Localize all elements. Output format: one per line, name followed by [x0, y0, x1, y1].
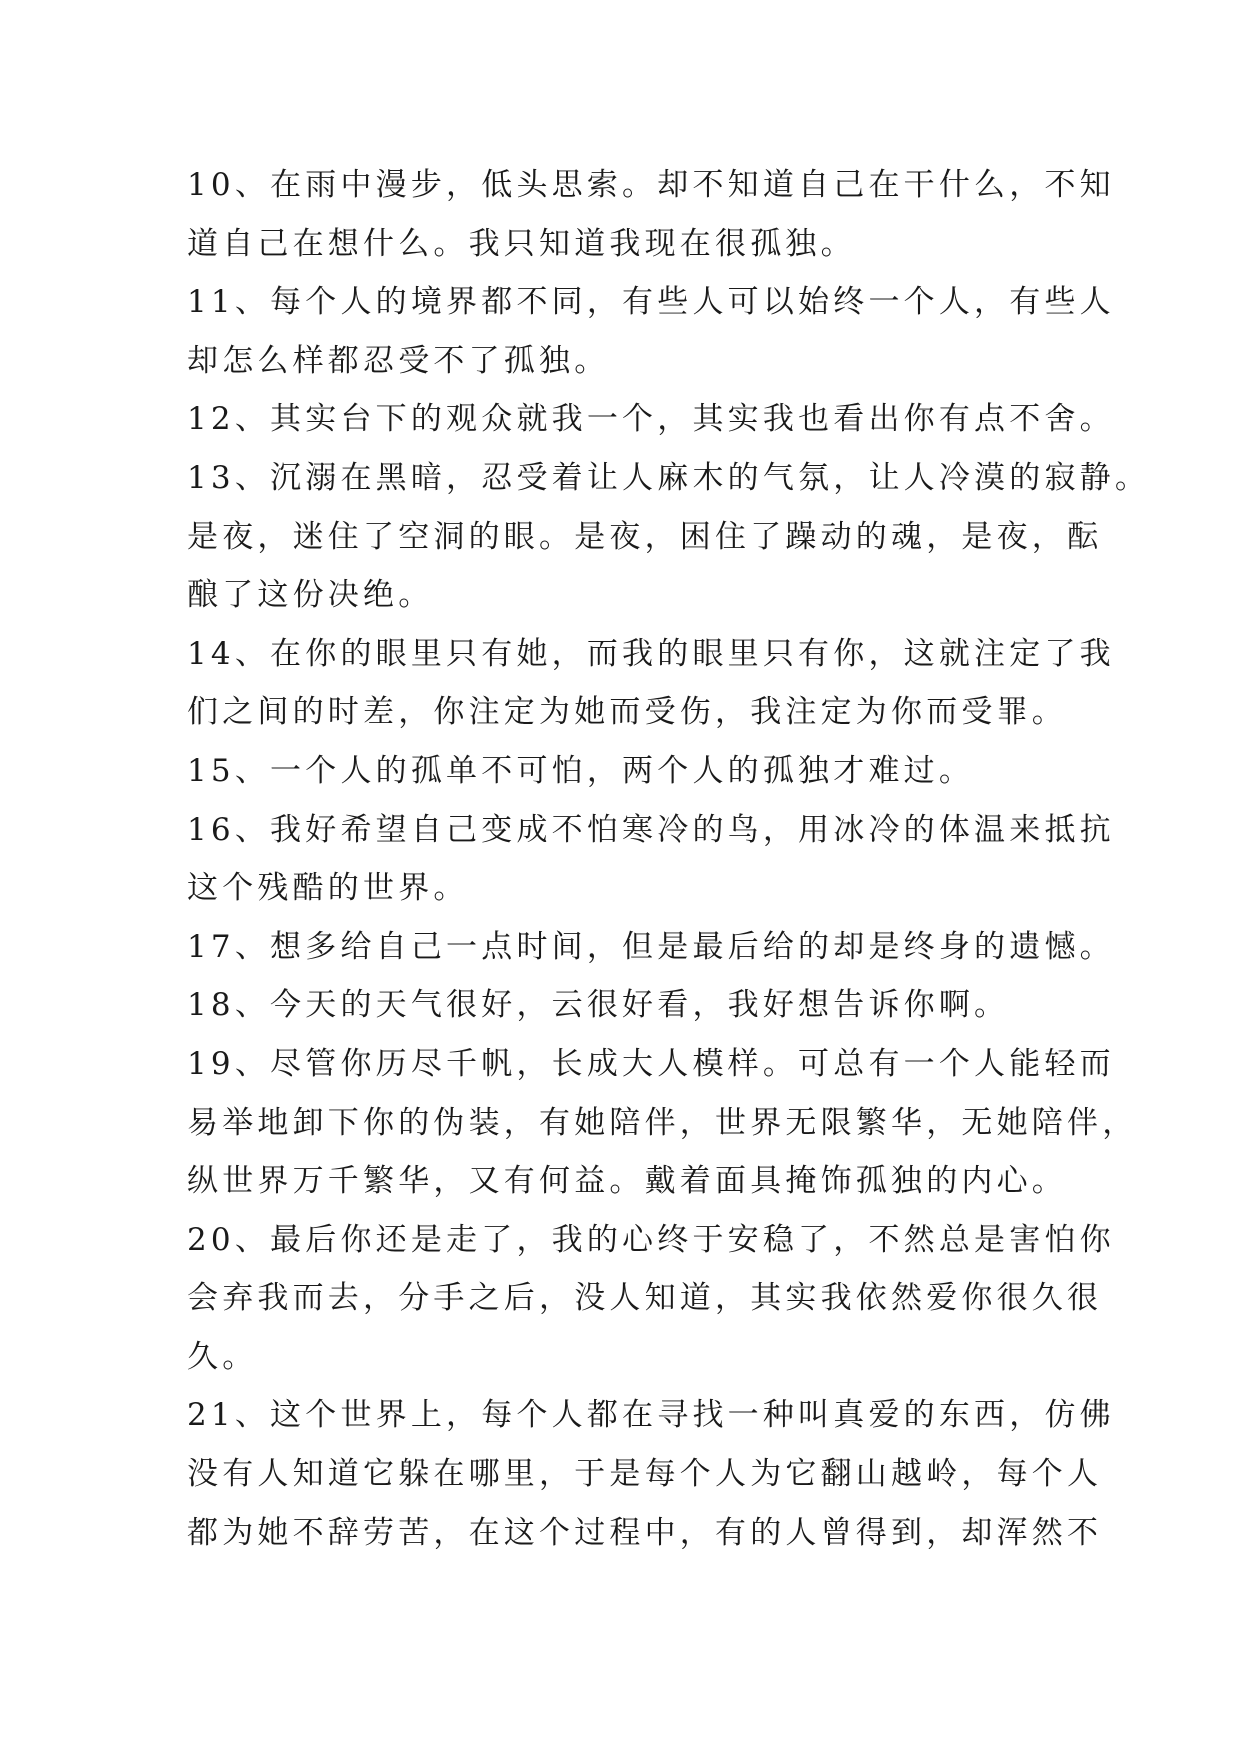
text-line: 10、在雨中漫步，低头思索。却不知道自己在干什么，不知 — [187, 167, 1115, 203]
text-line: 19、尽管你历尽千帆，长成大人模样。可总有一个人能轻而 — [187, 1045, 1115, 1082]
text-line: 18、今天的天气很好，云很好看，我好想告诉你啊。 — [187, 987, 1010, 1024]
text-line: 15、一个人的孤单不可怕，两个人的孤独才难过。 — [187, 752, 975, 789]
text-line: 13、沉溺在黑暗，忍受着让人麻木的气氛，让人冷漠的寂静。 — [187, 459, 1151, 496]
text-line: 却怎么样都忍受不了孤独。 — [187, 342, 610, 379]
text-line: 11、每个人的境界都不同，有些人可以始终一个人，有些人 — [187, 284, 1115, 321]
text-line: 12、其实台下的观众就我一个，其实我也看出你有点不舍。 — [187, 401, 1115, 438]
text-line: 21、这个世界上，每个人都在寻找一种叫真爱的东西，仿佛 — [187, 1397, 1115, 1434]
text-line: 16、我好希望自己变成不怕寒冷的鸟，用冰冷的体温来抵抗 — [187, 811, 1115, 848]
text-line: 们之间的时差，你注定为她而受伤，我注定为你而受罪。 — [187, 694, 1067, 731]
text-line: 会弃我而去，分手之后，没人知道，其实我依然爱你很久很 — [187, 1280, 1103, 1317]
text-line: 久。 — [187, 1338, 258, 1375]
text-line: 道自己在想什么。我只知道我现在很孤独。 — [187, 225, 856, 262]
text-line: 14、在你的眼里只有她，而我的眼里只有你，这就注定了我 — [187, 635, 1115, 672]
text-line: 这个残酷的世界。 — [187, 870, 469, 907]
text-line: 酿了这份决绝。 — [187, 577, 434, 614]
text-line: 20、最后你还是走了，我的心终于安稳了，不然总是害怕你 — [187, 1221, 1115, 1258]
text-line: 都为她不辞劳苦，在这个过程中，有的人曾得到，却浑然不 — [187, 1514, 1103, 1551]
text-line: 易举地卸下你的伪装，有她陪伴，世界无限繁华，无她陪伴， — [187, 1104, 1138, 1141]
text-line: 纵世界万千繁华，又有何益。戴着面具掩饰孤独的内心。 — [187, 1163, 1067, 1200]
text-line: 17、想多给自己一点时间，但是最后给的却是终身的遗憾。 — [187, 928, 1115, 965]
document-body — [187, 156, 1151, 1562]
text-line: 没有人知道它躲在哪里，于是每个人为它翻山越岭，每个人 — [187, 1456, 1103, 1493]
text-line: 是夜，迷住了空洞的眼。是夜，困住了躁动的魂，是夜，酝 — [187, 518, 1103, 555]
